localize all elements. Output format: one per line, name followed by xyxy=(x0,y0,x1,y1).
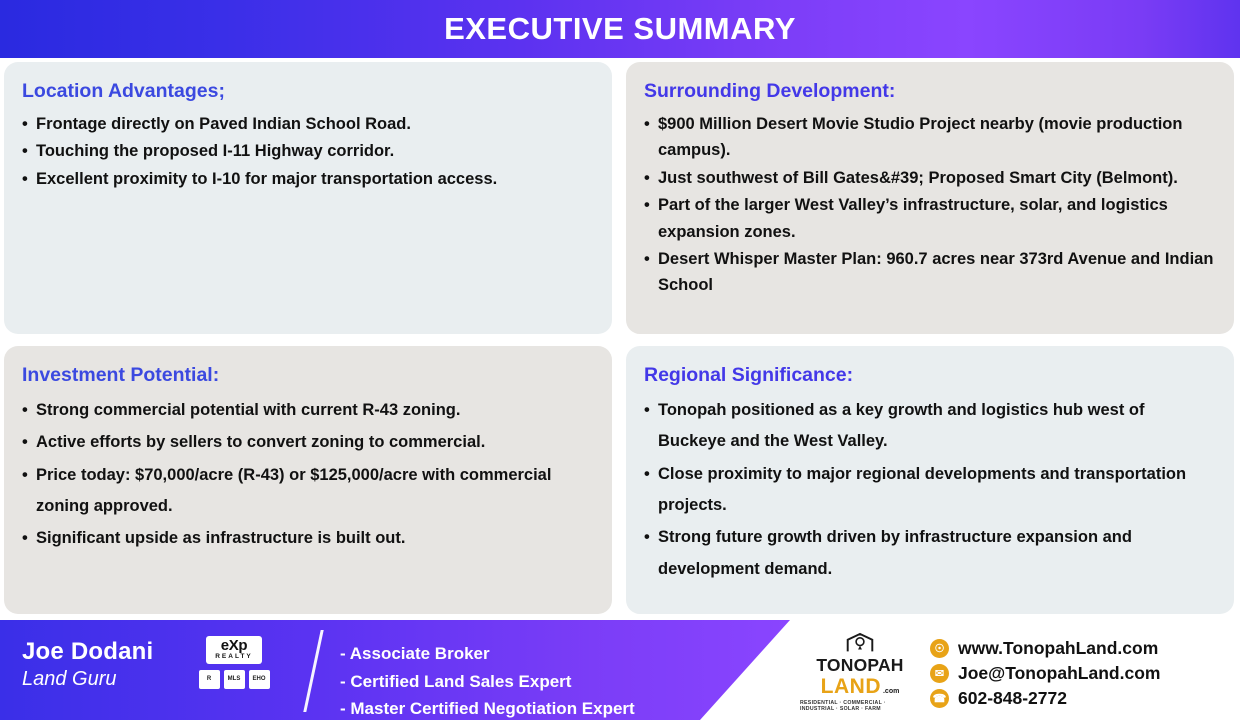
contact-website-text: www.TonopahLand.com xyxy=(958,638,1159,658)
credentials-list xyxy=(340,640,635,720)
mls-icon: MLS xyxy=(224,670,245,689)
logo-line-1: TONOPAH xyxy=(816,655,904,675)
exp-logo-sub: REALTY xyxy=(215,652,253,660)
list-item: • Strong commercial potential with current R-43 zoning. xyxy=(22,395,592,426)
contact-email-text: Joe@TonopahLand.com xyxy=(958,663,1161,683)
agent-name: Joe Dodani xyxy=(22,638,154,665)
page-footer xyxy=(0,620,1240,720)
bullet-list-regional xyxy=(644,395,1214,585)
equal-housing-icon: EHO xyxy=(249,670,270,689)
logo-line-2: LAND xyxy=(820,675,881,698)
list-item: • Touching the proposed I-11 Highway corridor. xyxy=(22,138,592,164)
list-item: • Part of the larger West Valley’s infrastructure, solar, and logistics expansion zones. xyxy=(644,192,1214,245)
card-title-investment: Investment Potential: xyxy=(22,364,220,386)
exp-logo-name: eXp xyxy=(220,637,248,654)
tonopah-land-logo xyxy=(800,632,920,712)
realtor-icon: R xyxy=(199,670,220,689)
list-item: • $900 Million Desert Movie Studio Project nearby (movie production campus). xyxy=(644,111,1214,164)
credential-item: - Associate Broker xyxy=(340,644,490,663)
credential-item: - Master Certified Negotiation Expert xyxy=(340,699,635,719)
list-item: • Desert Whisper Master Plan: 960.7 acres near 373rd Avenue and Indian School xyxy=(644,246,1214,299)
agent-role: Land Guru xyxy=(22,668,117,690)
realtor-badges xyxy=(199,670,270,689)
list-item: • Price today: $70,000/acre (R-43) or $125,000/acre with commercial zoning approved. xyxy=(22,460,592,523)
page-title: EXECUTIVE SUMMARY xyxy=(444,11,796,46)
contact-list xyxy=(930,638,1160,709)
bullet-list-surrounding xyxy=(644,111,1214,299)
card-regional-significance xyxy=(626,346,1234,614)
bullet-list-location xyxy=(22,111,592,192)
logo-dotcom: .com xyxy=(882,688,900,695)
summary-cards xyxy=(0,58,1240,620)
card-title-surrounding: Surrounding Development: xyxy=(644,80,896,102)
contact-email[interactable] xyxy=(930,663,1160,684)
card-title-regional: Regional Significance: xyxy=(644,364,854,386)
contact-website[interactable] xyxy=(930,638,1160,659)
phone-icon: ☎ xyxy=(930,689,949,708)
brokerage-logo xyxy=(188,636,280,689)
list-item: • Frontage directly on Paved Indian School Road. xyxy=(22,111,592,137)
page-header xyxy=(0,0,1240,58)
credential-item: - Certified Land Sales Expert xyxy=(340,671,572,691)
map-pin-icon xyxy=(837,632,883,654)
list-item: • Excellent proximity to I-10 for major transportation access. xyxy=(22,166,592,192)
card-location-advantages xyxy=(4,62,612,334)
list-item: • Strong future growth driven by infrastructure expansion and development demand. xyxy=(644,522,1214,585)
logo-tagline: RESIDENTIAL · COMMERCIAL · INDUSTRIAL · SOLAR · FARM xyxy=(800,700,886,712)
list-item: • Close proximity to major regional developments and transportation projects. xyxy=(644,459,1214,522)
card-surrounding-development xyxy=(626,62,1234,334)
email-icon: ✉ xyxy=(930,664,949,683)
bullet-list-investment xyxy=(22,395,592,555)
contact-phone-text: 602-848-2772 xyxy=(958,688,1067,708)
list-item: • Tonopah positioned as a key growth and logistics hub west of Buckeye and the West Valley. xyxy=(644,395,1214,458)
list-item: • Significant upside as infrastructure is built out. xyxy=(22,523,592,554)
list-item: • Active efforts by sellers to convert zoning to commercial. xyxy=(22,427,592,458)
card-title-location: Location Advantages; xyxy=(22,80,225,102)
globe-icon: ☉ xyxy=(930,639,949,658)
card-investment-potential xyxy=(4,346,612,614)
list-item: • Just southwest of Bill Gates&#39; Proposed Smart City (Belmont). xyxy=(644,165,1214,191)
exp-realty-logo xyxy=(206,636,262,664)
contact-phone[interactable] xyxy=(930,688,1160,709)
